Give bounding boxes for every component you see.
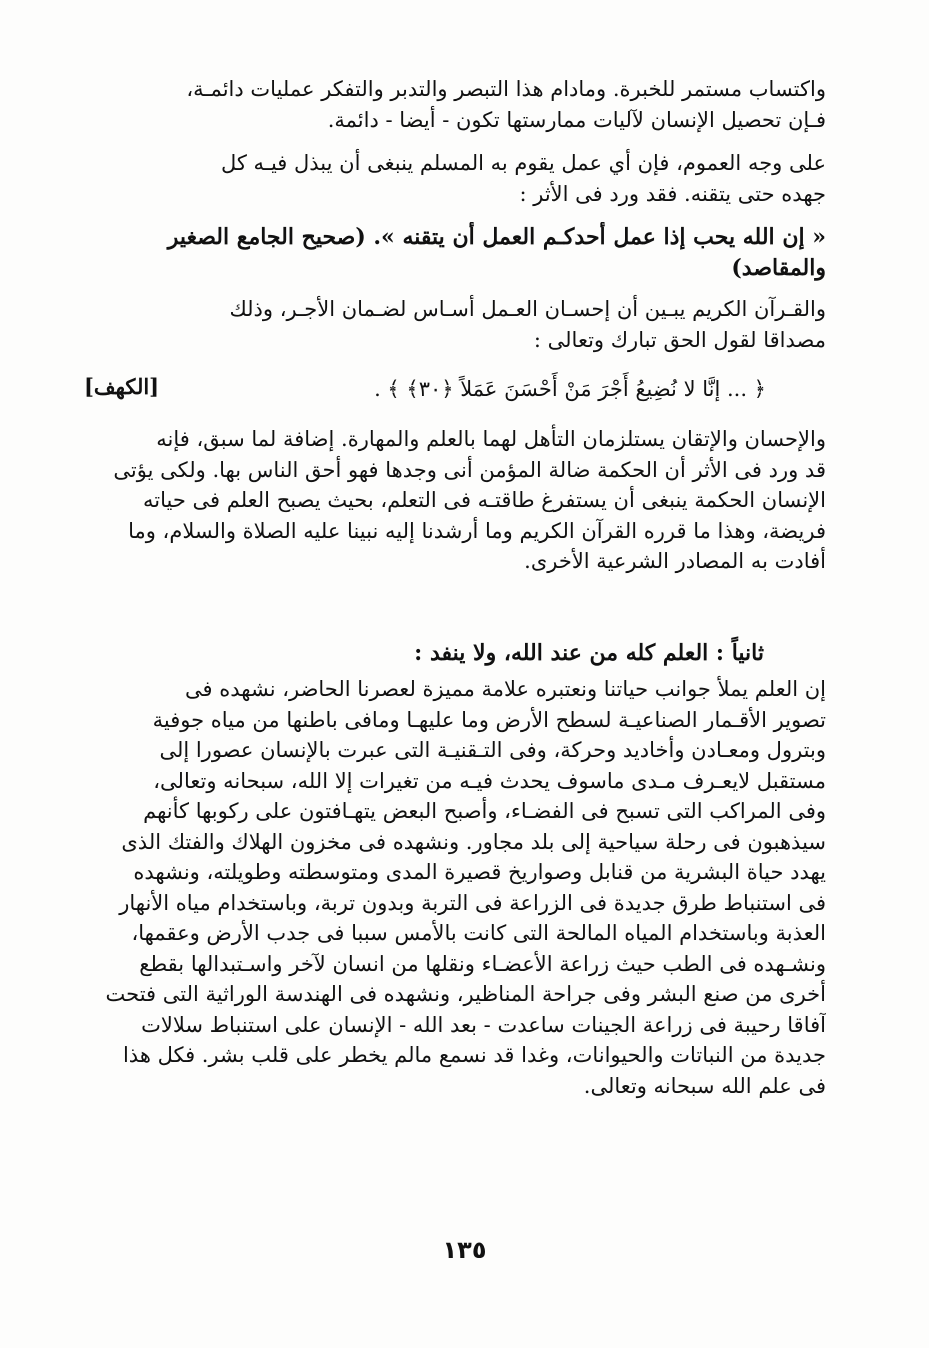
- text-line: يهدد حياة البشرية من قنابل وصواريخ قصيرة المدى ومتوسطته وطويلته، ونشهده: [133, 860, 826, 884]
- text-line: جديدة من النباتات والحيوانات، وغدا قد نسمع مالم يخطر على قلب بشر. فكل هذا: [122, 1043, 826, 1067]
- paragraph-4: [74, 424, 826, 577]
- text-line: آفاقا رحيبة فى زراعة الجينات ساعدت - بعد الله - الإنسان على استنباط سلالات: [141, 1012, 826, 1037]
- text-line: على وجه العموم، فإن أي عمل يقوم به المسلم ينبغى أن يبذل فيـه كل: [220, 151, 826, 175]
- text-line: فـإن تحصيل الإنسان لآليات ممارستها تكون - أيضا - دائمة.: [327, 107, 826, 132]
- verse-source: [الكهف]: [84, 374, 160, 399]
- section-heading: ثانياً : العلم كله من عند الله، ولا ينفد :: [414, 640, 764, 666]
- text-line: وبترول ومعـادن وأخاديد وحركة، وفى التـقنيـة التى عبرت بالإنسان عصورا إلى: [159, 738, 826, 762]
- text-line: والإحسان والإتقان يستلزمان التأهل لهما بالعلم والمهارة. إضافة لما سبق، فإنه: [156, 427, 826, 451]
- paragraph-1: [74, 74, 826, 135]
- text-line: سيذهبون فى رحلة سياحية إلى بلد مجاور. ونشهده فى مخزون الهلاك والفتك الذى: [121, 829, 826, 854]
- text-line: مصداقا لقول الحق تبارك وتعالى :: [533, 327, 826, 352]
- quote-line: « إن الله يحب إذا عمل أحدكـم العمل أن يتقنه ». (صحيح الجامع الصغير: [167, 224, 826, 250]
- text-line: العذبة وباستخدام المياه المالحة التى كانت بالأمس سببا فى جدب الأرض وعقمها،: [131, 921, 826, 945]
- verse-text: ﴿ ... إنَّا لا نُضِيعُ أَجْرَ مَنْ أَحْسَنَ عَمَلاً ﴿٣٠﴾ ﴾ .: [374, 377, 766, 401]
- paragraph-2: [74, 148, 826, 209]
- text-line: فى علم الله سبحانه وتعالى.: [583, 1073, 826, 1098]
- text-line: جهده حتى يتقنه. فقد ورد فى الأثر :: [519, 181, 826, 206]
- text-line: مستقبل لايعـرف مـدى ماسوف يحدث فيـه من تغيرات إلا الله، سبحانه وتعالى،: [153, 768, 826, 793]
- text-line: فريضة، وهذا ما قرره القرآن الكريم وما أرشدنا إليه نبينا عليه الصلاة والسلام، وما: [128, 518, 826, 543]
- text-line: فى استنباط طرق جديدة فى الزراعة فى التربة وبدون تربة، وباستخدام مياه الأنهار: [119, 890, 826, 915]
- text-line: إن العلم يملأ جوانب حياتنا ونعتبره علامة مميزة لعصرنا الحاضر، نشهده فى: [185, 677, 826, 701]
- page-number: ١٣٥: [442, 1236, 487, 1264]
- hadith-quote: [74, 222, 826, 283]
- text-line: تصوير الأقـمار الصناعيـة لسطح الأرض وما عليهـا ومافى باطنها من مياه جوفية: [152, 707, 826, 732]
- text-line: وفى المراكب التى تسبح فى الفضـاء، وأصبح البعض يتهـافتون على ركوبها كأنهم: [143, 799, 826, 823]
- text-line: أخرى من صنع البشر وفى جراحة المناظير، ونشهده فى الهندسة الوراثية التى فتحت: [105, 982, 826, 1006]
- paragraph-3: [74, 294, 826, 355]
- text-line: قد ورد فى الأثر أن الحكمة ضالة المؤمن أنى وجدها فهو أحق الناس بها. ولكى يؤتى: [113, 457, 826, 482]
- quote-line: والمقاصد): [731, 254, 826, 281]
- quran-verse: [74, 372, 826, 406]
- text-line: الإنسان الحكمة ينبغى أن يستفرغ طاقتـه فى التعلم، بحيث يصبح العلم فى حياته: [143, 488, 826, 512]
- text-line: والقـرآن الكريم يبـين أن إحسـان العـمل أسـاس لضـمان الأجـر، وذلك: [229, 297, 826, 321]
- text-line: أفادت به المصادر الشرعية الأخرى.: [524, 549, 826, 573]
- text-line: ونشـهده فى الطب حيث زراعة الأعضـاء ونقلها من انسان لآخر واسـتبدالها بقطع: [139, 951, 826, 976]
- text-line: واكتساب مستمر للخبرة. ومادام هذا التبصر والتدبر والتفكر عمليات دائمـة،: [186, 77, 826, 101]
- paragraph-5: [74, 674, 826, 1101]
